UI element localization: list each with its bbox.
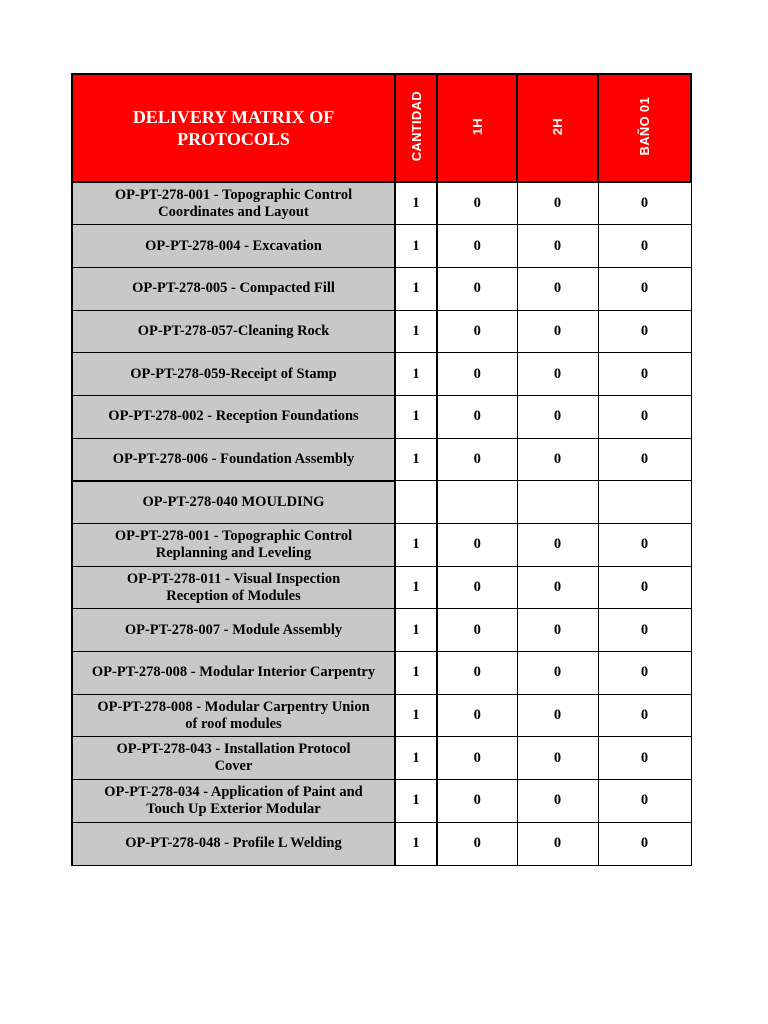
protocol-name-cell [72, 780, 395, 823]
protocol-name-cell [72, 694, 395, 737]
value-bano-01-cell: 0 [598, 353, 691, 396]
value-bano-01-cell: 0 [598, 822, 691, 865]
cantidad-cell: 1 [395, 652, 437, 695]
value-1h-cell: 0 [437, 652, 517, 695]
value-bano-01-cell: 0 [598, 310, 691, 353]
title-line-1: DELIVERY MATRIX OF [132, 107, 335, 127]
protocol-name-line: OP-PT-278-048 - Profile L Welding [125, 835, 342, 852]
protocol-name-line: OP-PT-278-040 MOULDING [142, 493, 325, 510]
cantidad-cell: 1 [395, 737, 437, 780]
value-2h-cell: 0 [517, 267, 598, 310]
column-header-cantidad [395, 74, 437, 182]
value-1h-cell: 0 [437, 225, 517, 268]
protocol-name-cell [72, 609, 395, 652]
protocol-name-cell [72, 267, 395, 310]
value-bano-01-cell: 0 [598, 609, 691, 652]
table-row [72, 395, 691, 438]
table-row [72, 438, 691, 481]
value-1h-cell: 0 [437, 737, 517, 780]
value-2h-cell: 0 [517, 524, 598, 567]
cantidad-cell: 1 [395, 780, 437, 823]
protocol-name-line: OP-PT-278-008 - Modular Interior Carpentry [91, 664, 376, 681]
table-row [72, 524, 691, 567]
value-2h-cell: 0 [517, 310, 598, 353]
column-header-2h-label: 2H [550, 117, 565, 136]
value-2h-cell: 0 [517, 353, 598, 396]
protocol-name-line: OP-PT-278-043 - Installation Protocol [116, 741, 351, 758]
value-bano-01-cell: 0 [598, 652, 691, 695]
value-2h-cell: 0 [517, 694, 598, 737]
value-bano-01-cell: 0 [598, 267, 691, 310]
value-bano-01-cell [598, 481, 691, 524]
cantidad-cell: 1 [395, 353, 437, 396]
protocol-name-line: Reception of Modules [166, 587, 301, 604]
protocol-name-line: OP-PT-278-057-Cleaning Rock [137, 322, 330, 339]
protocol-name-cell [72, 652, 395, 695]
value-2h-cell: 0 [517, 225, 598, 268]
table-row [72, 780, 691, 823]
value-1h-cell: 0 [437, 694, 517, 737]
table-row [72, 737, 691, 780]
protocol-name-line: Cover [214, 758, 253, 775]
value-bano-01-cell: 0 [598, 225, 691, 268]
protocol-name-line: OP-PT-278-008 - Modular Carpentry Union [97, 698, 370, 715]
table-row [72, 609, 691, 652]
protocol-name-cell [72, 737, 395, 780]
value-bano-01-cell: 0 [598, 182, 691, 225]
protocol-name-line: OP-PT-278-007 - Module Assembly [124, 621, 343, 638]
value-2h-cell [517, 481, 598, 524]
cantidad-cell: 1 [395, 609, 437, 652]
header-row [72, 74, 691, 182]
value-1h-cell: 0 [437, 822, 517, 865]
protocol-name-line: Touch Up Exterior Modular [146, 800, 321, 817]
value-2h-cell: 0 [517, 566, 598, 609]
value-1h-cell: 0 [437, 353, 517, 396]
protocol-name-cell [72, 182, 395, 225]
protocol-name-cell [72, 353, 395, 396]
protocol-name-cell [72, 822, 395, 865]
table-title [72, 74, 395, 182]
value-1h-cell: 0 [437, 182, 517, 225]
table-row [72, 822, 691, 865]
delivery-matrix-table [71, 73, 692, 866]
protocol-name-line: OP-PT-278-034 - Application of Paint and [104, 783, 363, 800]
protocol-name-line: OP-PT-278-005 - Compacted Fill [132, 280, 335, 297]
value-bano-01-cell: 0 [598, 694, 691, 737]
column-header-bano-01 [598, 74, 691, 182]
protocol-name-line: OP-PT-278-006 - Foundation Assembly [112, 450, 355, 467]
table-row [72, 353, 691, 396]
value-2h-cell: 0 [517, 182, 598, 225]
value-bano-01-cell: 0 [598, 395, 691, 438]
column-header-bano-01-label: BAÑO 01 [637, 97, 652, 156]
cantidad-cell: 1 [395, 822, 437, 865]
cantidad-cell: 1 [395, 225, 437, 268]
table-row [72, 481, 691, 524]
table-row [72, 566, 691, 609]
protocol-name-line: OP-PT-278-004 - Excavation [145, 237, 322, 254]
value-2h-cell: 0 [517, 737, 598, 780]
value-bano-01-cell: 0 [598, 566, 691, 609]
protocol-name-cell [72, 395, 395, 438]
cantidad-cell: 1 [395, 524, 437, 567]
table-row [72, 182, 691, 225]
value-1h-cell: 0 [437, 395, 517, 438]
protocol-name-line: Replanning and Leveling [155, 544, 312, 561]
value-1h-cell: 0 [437, 267, 517, 310]
table-body [72, 182, 691, 865]
value-2h-cell: 0 [517, 822, 598, 865]
value-bano-01-cell: 0 [598, 780, 691, 823]
protocol-name-line: OP-PT-278-001 - Topographic Control [114, 186, 353, 203]
cantidad-cell [395, 481, 437, 524]
column-header-cantidad-label: CANTIDAD [408, 91, 424, 162]
value-2h-cell: 0 [517, 609, 598, 652]
protocol-name-cell [72, 310, 395, 353]
value-1h-cell: 0 [437, 780, 517, 823]
value-2h-cell: 0 [517, 395, 598, 438]
protocol-name-line: OP-PT-278-002 - Reception Foundations [108, 408, 359, 425]
protocol-name-line: of roof modules [185, 715, 282, 732]
cantidad-cell: 1 [395, 566, 437, 609]
protocol-name-line: OP-PT-278-011 - Visual Inspection [126, 570, 341, 587]
protocol-name-cell [72, 566, 395, 609]
value-bano-01-cell: 0 [598, 438, 691, 481]
value-1h-cell: 0 [437, 310, 517, 353]
cantidad-cell: 1 [395, 267, 437, 310]
cantidad-cell: 1 [395, 182, 437, 225]
protocol-name-cell [72, 524, 395, 567]
title-line-2: PROTOCOLS [177, 129, 290, 149]
value-bano-01-cell: 0 [598, 524, 691, 567]
protocol-name-cell [72, 438, 395, 481]
value-2h-cell: 0 [517, 780, 598, 823]
value-2h-cell: 0 [517, 652, 598, 695]
column-header-1h [437, 74, 517, 182]
cantidad-cell: 1 [395, 438, 437, 481]
value-1h-cell [437, 481, 517, 524]
table-row [72, 652, 691, 695]
value-1h-cell: 0 [437, 438, 517, 481]
table-row [72, 310, 691, 353]
cantidad-cell: 1 [395, 694, 437, 737]
value-1h-cell: 0 [437, 566, 517, 609]
value-1h-cell: 0 [437, 524, 517, 567]
table-row [72, 694, 691, 737]
protocol-name-line: Coordinates and Layout [158, 203, 309, 220]
protocol-name-line: OP-PT-278-059-Receipt of Stamp [130, 365, 337, 382]
cantidad-cell: 1 [395, 310, 437, 353]
value-2h-cell: 0 [517, 438, 598, 481]
protocol-name-line: OP-PT-278-001 - Topographic Control [114, 527, 353, 544]
table-header [72, 74, 691, 182]
value-bano-01-cell: 0 [598, 737, 691, 780]
protocol-name-cell [72, 225, 395, 268]
value-1h-cell: 0 [437, 609, 517, 652]
protocol-name-cell [72, 481, 395, 524]
table-row [72, 225, 691, 268]
table-row [72, 267, 691, 310]
column-header-2h [517, 74, 598, 182]
cantidad-cell: 1 [395, 395, 437, 438]
column-header-1h-label: 1H [469, 117, 485, 136]
